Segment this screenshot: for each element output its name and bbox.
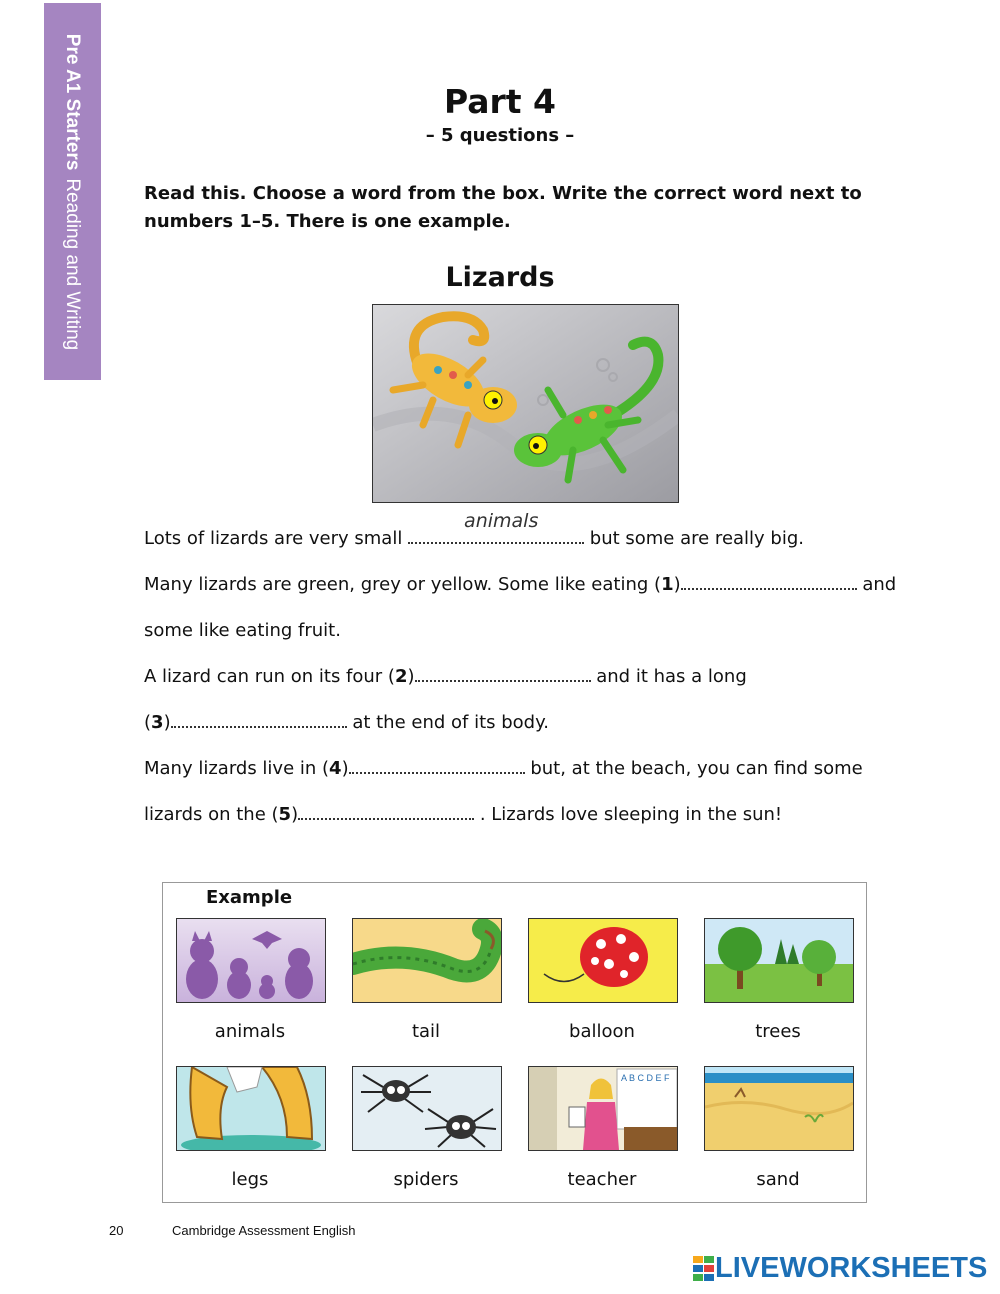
- story-text: but some are really big.: [584, 528, 804, 549]
- publisher-name: Cambridge Assessment English: [172, 1223, 356, 1238]
- example-answer: animals: [464, 510, 539, 532]
- story-text: A lizard can run on its four (: [144, 666, 395, 687]
- side-tab-paper: Reading and Writing: [62, 177, 84, 350]
- story-line-4: [144, 758, 863, 779]
- word-animals: animals: [214, 1021, 286, 1042]
- story-text: ): [291, 804, 299, 825]
- page-title: Part 4: [443, 82, 557, 121]
- picture-sand: [704, 1066, 854, 1151]
- board-letters: A B C D E F: [621, 1073, 670, 1083]
- story-line-3: [144, 712, 549, 733]
- word-teacher: teacher: [567, 1169, 637, 1190]
- story-text: and it has a long: [590, 666, 747, 687]
- story-text: ): [341, 758, 349, 779]
- story-text: (: [144, 712, 152, 733]
- side-tab-level: Pre A1 Starters: [62, 33, 84, 170]
- story-text: lizards on the (: [144, 804, 279, 825]
- story-text: and: [856, 574, 897, 595]
- word-tail: tail: [411, 1021, 441, 1042]
- picture-teacher: [528, 1066, 678, 1151]
- word-sand: sand: [756, 1169, 800, 1190]
- story-text: ): [163, 712, 171, 733]
- question-number: 2: [394, 666, 408, 687]
- side-tab: [44, 3, 101, 380]
- liveworksheets-logo: [693, 1252, 987, 1285]
- example-blank: [408, 510, 584, 544]
- picture-balloon: [528, 918, 678, 1003]
- story-line-example: [144, 510, 804, 549]
- logo-text: LIVEWORKSHEETS: [715, 1252, 988, 1284]
- picture-trees: [704, 918, 854, 1003]
- answer-blank-3[interactable]: [171, 712, 347, 728]
- question-number: 5: [278, 804, 292, 825]
- story-title: Lizards: [445, 262, 555, 293]
- word-spiders: spiders: [393, 1169, 459, 1190]
- story-text: . Lizards love sleeping in the sun!: [474, 804, 783, 825]
- story-text: Many lizards are green, grey or yellow. Some like eating (: [144, 574, 662, 595]
- answer-blank-2[interactable]: [415, 666, 591, 682]
- answer-blank-5[interactable]: [298, 804, 474, 820]
- page-subtitle: – 5 questions –: [425, 125, 575, 146]
- picture-legs: [176, 1066, 326, 1151]
- story-text: Lots of lizards are very small: [144, 528, 409, 549]
- question-number: 1: [661, 574, 674, 595]
- picture-tail: [352, 918, 502, 1003]
- story-line-1-cont: some like eating fruit.: [144, 620, 341, 641]
- story-line-2: [144, 666, 747, 687]
- story-text: ): [407, 666, 415, 687]
- example-label: Example: [206, 887, 293, 908]
- word-balloon: balloon: [569, 1021, 635, 1042]
- picture-spiders: [352, 1066, 502, 1151]
- word-box: [162, 882, 867, 1203]
- story-line-5: [144, 804, 782, 825]
- word-legs: legs: [231, 1169, 269, 1190]
- word-trees: trees: [755, 1021, 801, 1042]
- answer-blank-1[interactable]: [681, 574, 857, 590]
- picture-animals: [176, 918, 326, 1003]
- answer-blank-4[interactable]: [349, 758, 525, 774]
- page-number: 20: [109, 1223, 124, 1238]
- story-text: at the end of its body.: [346, 712, 549, 733]
- story-line-1: [144, 574, 896, 595]
- story-text: Many lizards live in (: [144, 758, 330, 779]
- question-number: 4: [329, 758, 342, 779]
- question-number: 3: [151, 712, 164, 733]
- logo-blocks-icon: [693, 1256, 715, 1282]
- story-text: but, at the beach, you can find some: [524, 758, 863, 779]
- side-tab-text: [62, 33, 84, 349]
- story-text: ): [673, 574, 681, 595]
- lizards-illustration: [372, 304, 679, 503]
- instructions: Read this. Choose a word from the box. Write the correct word next to numbers 1–5. There is one example.: [144, 183, 862, 232]
